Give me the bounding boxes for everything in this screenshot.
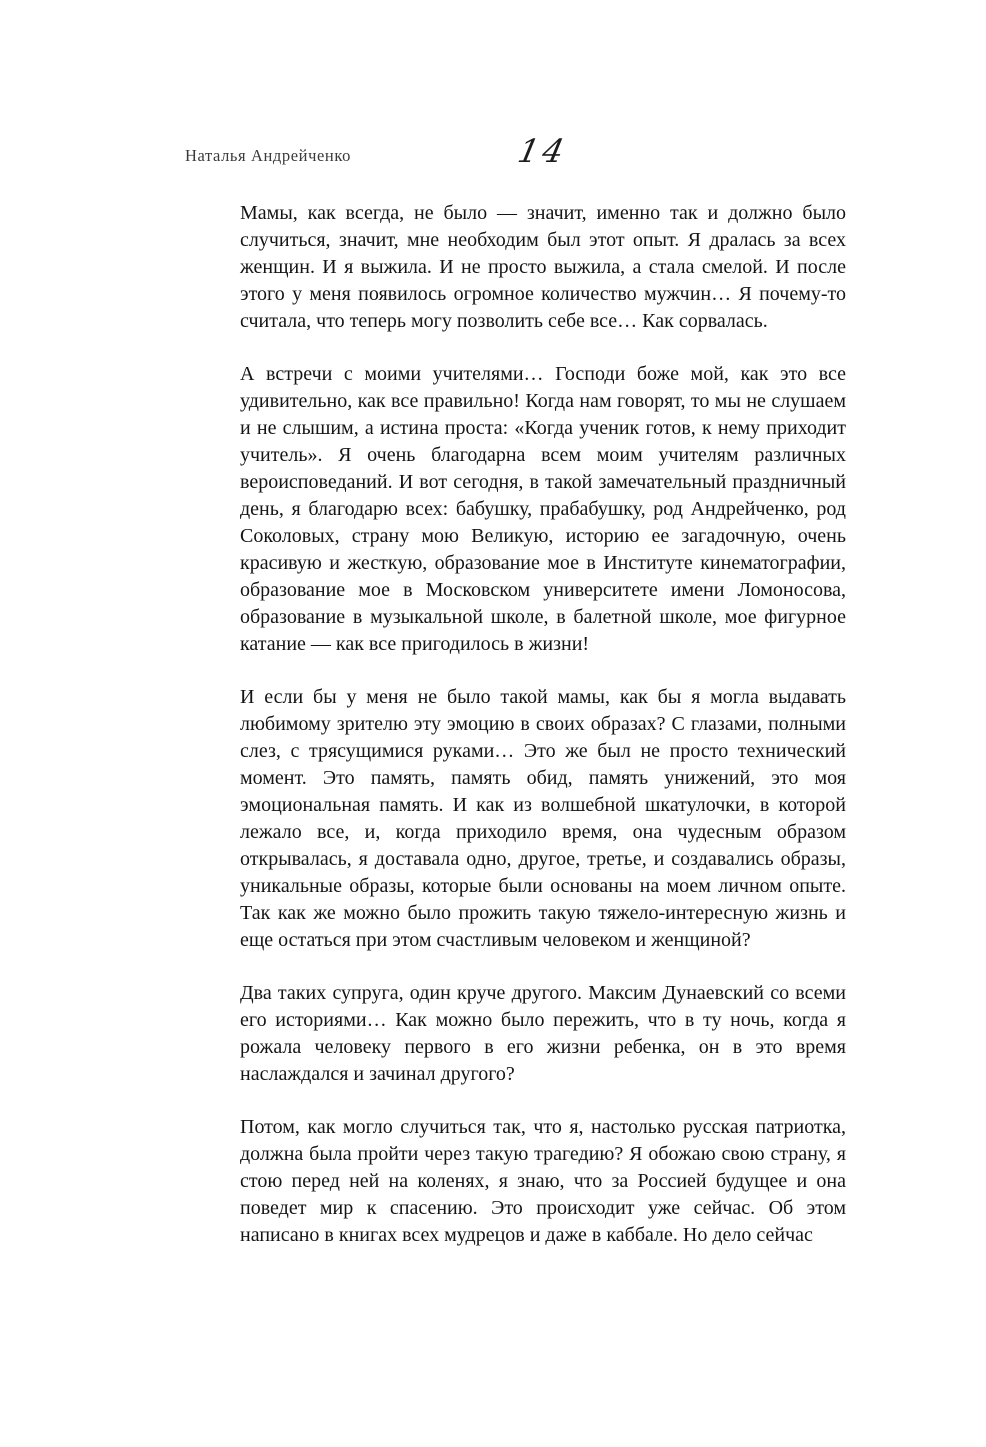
running-head bbox=[185, 132, 846, 178]
body-text bbox=[240, 200, 846, 1249]
page-number: 14 bbox=[514, 132, 572, 170]
paragraph: Потом, как могло случиться так, что я, настолько русская патриотка, должна была пройти через такую трагедию? Я обожаю свою страну, я стою перед ней на коленях, я знаю, что за Россией будущее и она поведет мир к спасению. Это происходит уже сейчас. Об этом написано в книгах всех мудрецов и даже в каббале. Но дело сейчас bbox=[240, 1116, 846, 1246]
paragraph: Мамы, как всегда, не было — значит, именно так и должно было случиться, значит, мне необходим был этот опыт. Я дралась за всех женщин. И я выжила. И не просто выжила, а стала смелой. И после этого у меня появилось огромное количество мужчин… Я почему-то считала, что теперь могу позволить себе все… Как сорвалась. bbox=[240, 202, 846, 332]
paragraph: И если бы у меня не было такой мамы, как бы я могла выдавать любимому зрителю эту эмоцию в своих образах? С глазами, полными слез, с трясущимися руками… Это же был не просто технический момент. Это память, память обид, память унижений, это моя эмоциональная память. И как из волшебной шкатулочки, в которой лежало все, и, когда приходило время, она чудесным образом открывалась, я доставала одно, другое, третье, и создавались образы, уникальные образы, которые были основаны на моем личном опыте. Так как же можно было прожить такую тяжело-интересную жизнь и еще остаться при этом счастливым человеком и женщиной? bbox=[240, 686, 846, 951]
paragraph: Два таких супруга, один круче другого. Максим Дунаевский со всеми его историями… Как можно было пережить, что в ту ночь, когда я рожала человеку первого в его жизни ребенка, он в это время наслаждался и зачинал другого? bbox=[240, 982, 846, 1085]
running-head-author: Наталья Андрейченко bbox=[185, 146, 351, 165]
paragraph: А встречи с моими учителями… Господи боже мой, как это все удивительно, как все правильно! Когда нам говорят, то мы не слушаем и не слышим, а истина проста: «Когда ученик готов, к нему приходит учитель». Я очень благодарна всем моим учителям различных вероисповеданий. И вот сегодня, в такой замечательный праздничный день, я благодарю всех: бабушку, прабабушку, род Андрейченко, род Соколовых, страну мою Великую, историю ее загадочную, очень красивую и жесткую, образование мое в Институте кинематографии, образование мое в Московском университете имени Ломоносова, образование в музыкальной школе, в балетной школе, мое фигурное катание — как все пригодилось в жизни! bbox=[240, 363, 846, 655]
